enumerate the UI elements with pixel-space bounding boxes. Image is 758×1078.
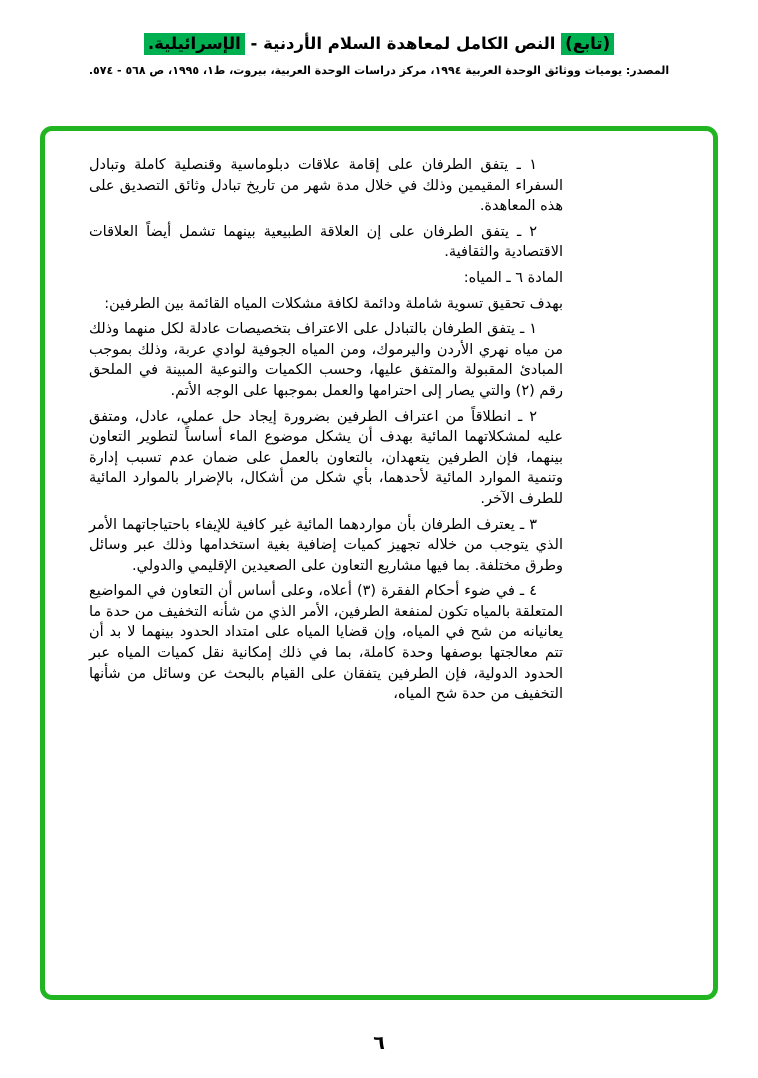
document-header [0, 0, 758, 77]
title-main: النص الكامل لمعاهدة السلام الأردنية - [244, 34, 562, 53]
article-intro: بهدف تحقيق تسوية شاملة ودائمة لكافة مشكلات المياه القائمة بين الطرفين: [104, 295, 563, 312]
article-paragraph-1: ١ ـ يتفق الطرفان بالتبادل على الاعتراف بتخصيصات عادلة لكل منهما وذلك من مياه نهري الأردن واليرموك، ومن المياه الجوفية لوادي عربة، وذلك بموجب المبادئ المقبولة والمتفق عليها، وحسب الكميات والنوعية المبينة في الملحق رقم (٢) والتي يصار إلى احترامها والعمل بموجبها على الوجه الأتم. [89, 321, 563, 399]
article-heading: المادة ٦ ـ المياه: [463, 269, 563, 286]
title-highlight-suffix: الإسرائيلية. [144, 33, 245, 55]
page-title [0, 34, 758, 53]
article-paragraph-4: ٤ ـ في ضوء أحكام الفقرة (٣) أعلاه، وعلى أساس أن التعاون في المواضيع المتعلقة بالمياه تكون لمنفعة الطرفين، الأمر الذي من شأنه التخفيف من حدة ما يعانيانه من شح في المياه، وإن قضايا المياه على امتداد الحدود بينهما لا بد أن تتم معالجتها بوصفها وحدة كاملة، بما في ذلك إمكانية نقل كميات المياه عبر الحدود الدولية، فإن الطرفين يتفقان على القيام بالبحث عن وسائل من شأنها التخفيف من حدة شح المياه، [89, 583, 563, 703]
article-paragraph-3: ٣ ـ يعترف الطرفان بأن مواردهما المائية غير كافية للإيفاء باحتياجاتهما الأمر الذي يتوجب من خلاله تجهيز كميات إضافية بغية استخدامها وذلك عبر وسائل وطرق مختلفة. بما فيها مشاريع التعاون على الصعيدين الإقليمي والدولي. [89, 516, 563, 574]
page-number: ٦ [373, 1032, 385, 1054]
title-highlight-prefix: (تابع) [561, 33, 614, 55]
paragraph-1: ١ ـ يتفق الطرفان على إقامة علاقات دبلوماسية وقنصلية كاملة وتبادل السفراء المقيمين وذلك في خلال مدة شهر من تاريخ تبادل وثائق التصديق على هذه المعاهدة. [89, 157, 563, 215]
paragraph-2: ٢ ـ يتفق الطرفان على إن العلاقة الطبيعية بينهما تشمل أيضاً العلاقات الاقتصادية والثقافية. [89, 223, 563, 261]
article-paragraph-2: ٢ ـ انطلاقاً من اعتراف الطرفين بضرورة إيجاد حل عملي، عادل، ومتفق عليه لمشكلاتهما المائية بهدف أن يشكل موضوع الماء أساساً لتطوير التعاون بينهما، فإن الطرفين يتعهدان، بالتعاون بالعمل على ضمان عدم تسبب إدارة وتنمية الموارد المائية لأحدهما، بأي شكل من أشكال، بالإضرار بالموارد المائية للطرف الآخر. [89, 408, 563, 507]
content-box [40, 126, 718, 1000]
text-column [89, 155, 563, 705]
source-line: المصدر: يوميات ووثائق الوحدة العربية ١٩٩٤، مركز دراسات الوحدة العربية، بيروت، ط١، ١٩٩٥، ص ٥٦٨ - ٥٧٤. [88, 64, 670, 77]
